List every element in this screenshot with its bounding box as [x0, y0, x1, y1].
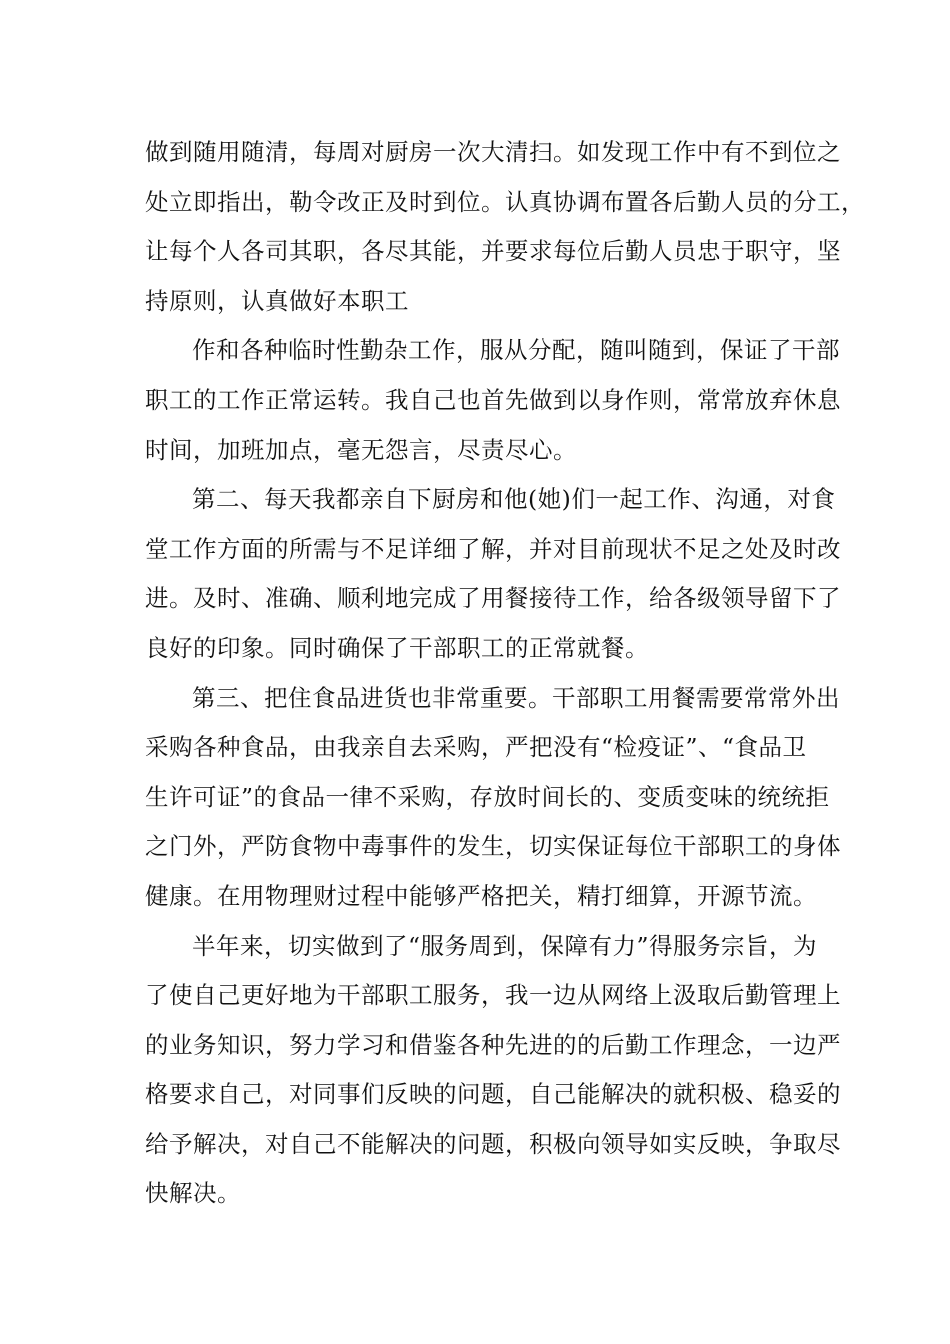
text-line: 采购各种食品，由我亲自去采购，严把没有“检疫证”、“食品卫	[145, 733, 807, 762]
text-line: 进。及时、准确、顺利地完成了用餐接待工作，给各级领导留下了	[145, 584, 841, 613]
paragraph-5	[145, 922, 841, 1220]
paragraph-2	[145, 326, 841, 475]
text-line: 让每个人各司其职，各尽其能，并要求每位后勤人员忠于职守，坚	[145, 237, 841, 266]
text-line: 的业务知识，努力学习和借鉴各种先进的的后勤工作理念，一边严	[145, 1030, 841, 1059]
text-line: 了使自己更好地为干部职工服务，我一边从网络上汲取后勤管理上	[145, 981, 841, 1010]
text-line: 快解决。	[145, 1179, 241, 1208]
text-line: 格要求自己，对同事们反映的问题，自己能解决的就积极、稳妥的	[145, 1080, 841, 1109]
text-line: 之门外，严防食物中毒事件的发生，切实保证每位干部职工的身体	[145, 832, 841, 861]
text-line: 时间，加班加点，毫无怨言，尽责尽心。	[145, 435, 577, 464]
text-line: 第二、每天我都亲自下厨房和他(她)们一起工作、沟通，对食	[192, 485, 836, 514]
text-line: 持原则，认真做好本职工	[145, 286, 409, 315]
paragraph-3	[145, 475, 841, 673]
text-line: 给予解决，对自己不能解决的问题，积极向领导如实反映，争取尽	[145, 1129, 841, 1158]
document-body	[145, 128, 865, 1219]
text-line: 堂工作方面的所需与不足详细了解，并对目前现状不足之处及时改	[145, 534, 841, 563]
text-line: 生许可证”的食品一律不采购，存放时间长的、变质变味的统统拒	[145, 782, 830, 811]
paragraph-4	[145, 674, 841, 922]
text-line: 处立即指出，勒令改正及时到位。认真协调布置各后勤人员的分工，	[145, 187, 865, 216]
text-line: 作和各种临时性勤杂工作，服从分配，随叫随到，保证了干部	[192, 336, 840, 365]
text-line: 半年来，切实做到了“服务周到，保障有力”得服务宗旨，为	[192, 931, 818, 960]
text-line: 做到随用随清，每周对厨房一次大清扫。如发现工作中有不到位之	[145, 138, 841, 166]
text-line: 良好的印象。同时确保了干部职工的正常就餐。	[145, 633, 649, 662]
text-line: 职工的工作正常运转。我自己也首先做到以身作则，常常放弃休息	[145, 385, 841, 414]
text-line: 第三、把住食品进货也非常重要。干部职工用餐需要常常外出	[192, 683, 840, 712]
text-line: 健康。在用物理财过程中能够严格把关，精打细算，开源节流。	[145, 881, 817, 910]
paragraph-1	[145, 128, 865, 326]
